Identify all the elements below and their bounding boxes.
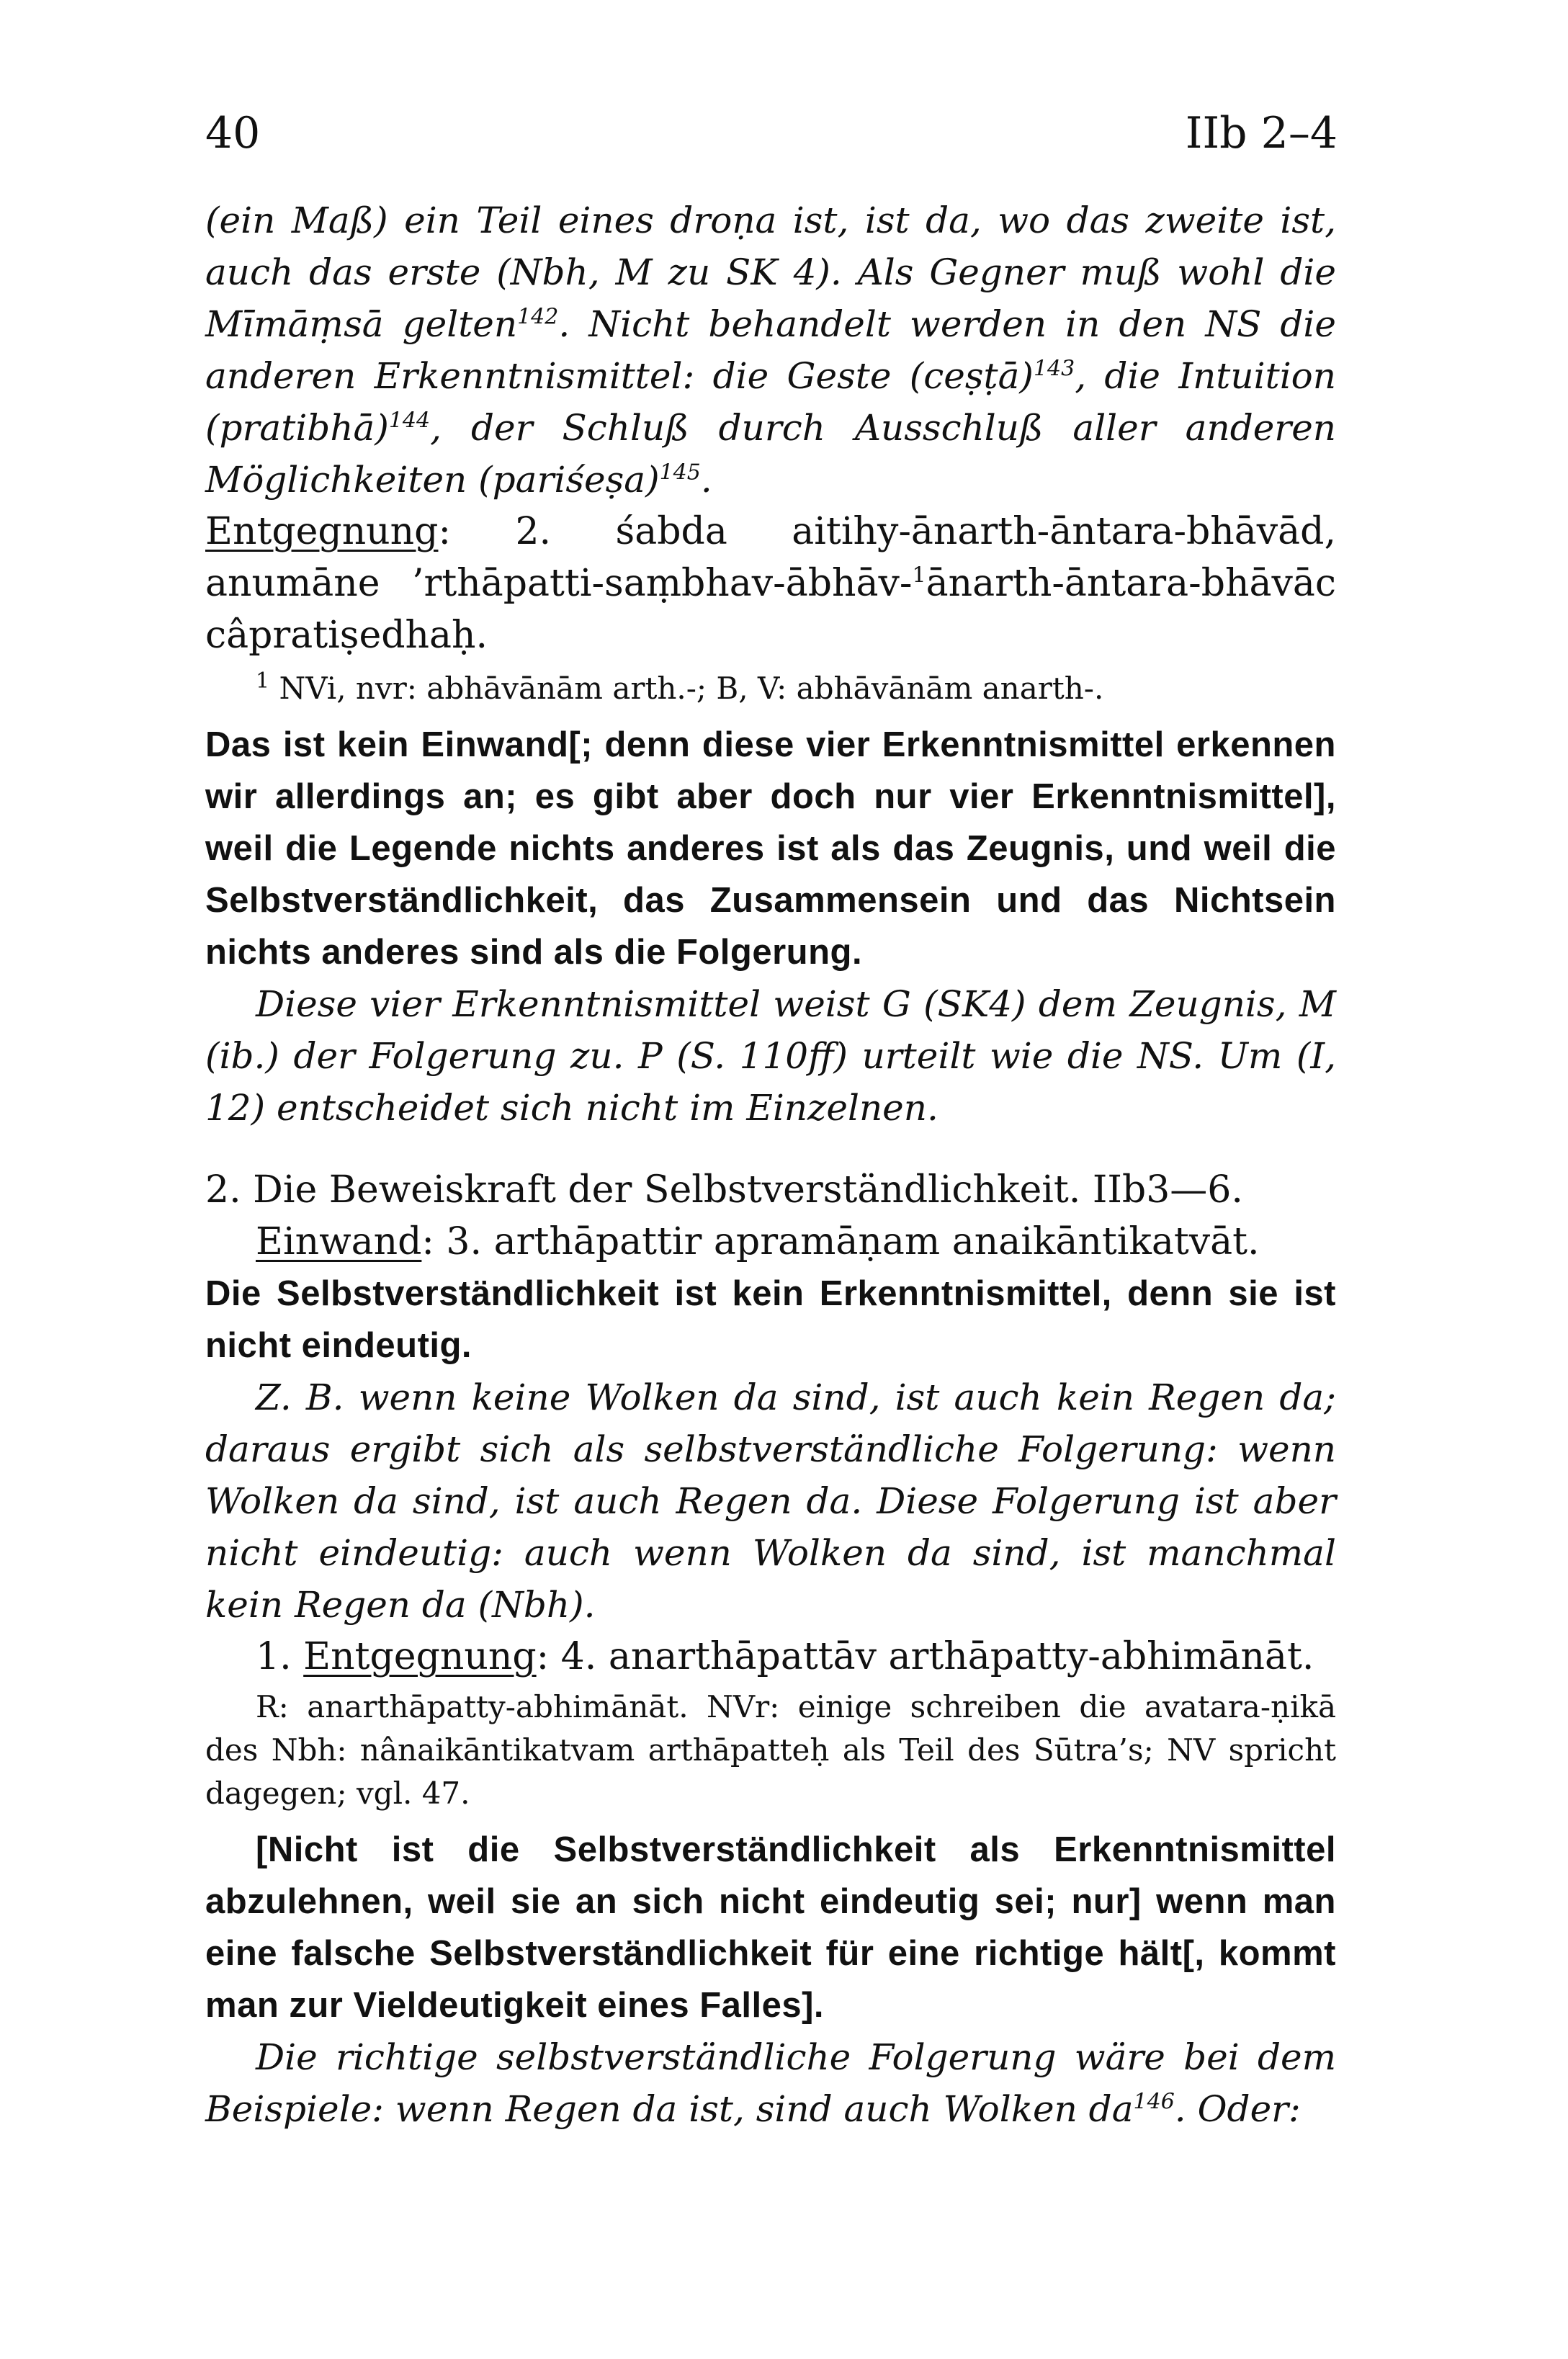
sutra-text: 4. anarthāpattāv arthāpatty-abhimānāt. (549, 1635, 1314, 1678)
footnote-ref: 144 (388, 408, 431, 434)
text: . (700, 459, 712, 501)
text: : (536, 1635, 550, 1678)
footnote-ref: 1 (912, 563, 926, 588)
sutra-text: 2. śabda aitihy-ānarth-āntara-bhāvād, anumāne ’rthāpatti-saṃbhav-ābhāv- (205, 510, 1336, 605)
text: . Oder: (1174, 2088, 1301, 2130)
translation-paragraph: [Nicht ist die Selbstverständlichkeit als Erkenntnismittel abzulehnen, weil sie an sich nicht eindeutig sei; nur] wenn man eine falsche Selbstverständlichkeit für eine richtige hält[, kommt man zur Vieldeutigkeit eines Falles]. (205, 1830, 1336, 2025)
footnote-ref: 1 (256, 668, 270, 694)
page-number: 40 (205, 108, 261, 158)
footnote-ref: 146 (1133, 2089, 1175, 2115)
commentary-paragraph: Z. B. wenn keine Wolken da sind, ist auch kein Regen da; daraus ergibt sich als selbstverständliche Folgerung: wenn Wolken da sind, ist auch Regen da. Diese Folgerung ist aber nicht eindeutig: auch wenn Wolken da sind, ist manchmal kein Regen da (Nbh). (205, 1377, 1336, 1626)
text: , die Intuition (pratibhā) (205, 355, 1336, 449)
running-head: IIb 2–4 (1185, 108, 1338, 158)
page-header (205, 108, 1338, 166)
page-body (205, 194, 1336, 2135)
footnote-ref: 142 (517, 304, 559, 330)
translation-paragraph: Das ist kein Einwand[; denn diese vier Erkenntnismittel erkennen wir allerdings an; es gibt aber doch nur vier Erkenntnismittel], weil die Legende nichts anderes ist als das Zeugnis, und weil die Selbstverständlichkeit, das Zusammensein und das Nichtsein nichts anderes sind als die Folgerung. (205, 725, 1336, 972)
entgegnung-label: Entgegnung (303, 1635, 537, 1678)
text: . Nicht behandelt werden in den NS die anderen Erkenntnismittel: die Geste (ceṣṭā) (205, 303, 1336, 397)
footnote-ref: 143 (1033, 356, 1075, 382)
commentary-paragraph (205, 2031, 1336, 2135)
spacer (205, 1134, 1336, 1164)
variant-note (205, 667, 1336, 710)
translation-paragraph: Die Selbstverständlichkeit ist kein Erkenntnismittel, denn sie ist nicht eindeutig. (205, 1274, 1336, 1365)
text: Die richtige selbstverständliche Folgerung wäre bei dem Beispiele: wenn Regen da ist, sind auch Wolken da (205, 2036, 1336, 2130)
entgegnung-label: Entgegnung (205, 510, 439, 553)
section-heading: 2. Die Beweiskraft der Selbstverständlichkeit. IIb3—6. (205, 1168, 1243, 1212)
text: , der Schluß durch Ausschluß aller anderen Möglichkeiten (pariśeṣa) (205, 407, 1336, 501)
sutra-paragraph (205, 1216, 1336, 1268)
sutra-text: ānarth-āntara-bhāvāc câpratiṣedhaḥ. (205, 562, 1336, 657)
sutra-paragraph (205, 506, 1336, 661)
text: : (421, 1220, 434, 1263)
sutra-paragraph (205, 1631, 1336, 1683)
text: (ein Maß) ein Teil eines droṇa ist, ist da, wo das zweite ist, auch das erste (Nbh, M zu SK 4). Als Gegner muß wohl die Mīmāṃsā gelten (205, 200, 1336, 345)
einwand-label: Einwand (256, 1220, 422, 1263)
footnote-ref: 145 (659, 460, 701, 485)
text: NVi, nvr: abhāvānām arth.-; B, V: abhāvānām anarth-. (269, 671, 1104, 706)
commentary-paragraph: Diese vier Erkenntnismittel weist G (SK4) dem Zeugnis, M (ib.) der Folgerung zu. P (S. 110ff) urteilt wie die NS. Um (I, 12) entscheidet sich nicht im Einzelnen. (205, 983, 1336, 1129)
text: : (438, 510, 451, 553)
variant-note: R: anarthāpatty-abhimānāt. NVr: einige schreiben die avatara-ṇikā des Nbh: nânaikāntikatvam arthāpatteḥ als Teil des Sūtra’s; NV spricht dagegen; vgl. 47. (205, 1689, 1336, 1811)
sutra-text: 3. arthāpattir apramāṇam anaikāntikatvāt. (434, 1220, 1260, 1263)
commentary-paragraph (205, 194, 1336, 506)
text: 1. (256, 1635, 304, 1678)
